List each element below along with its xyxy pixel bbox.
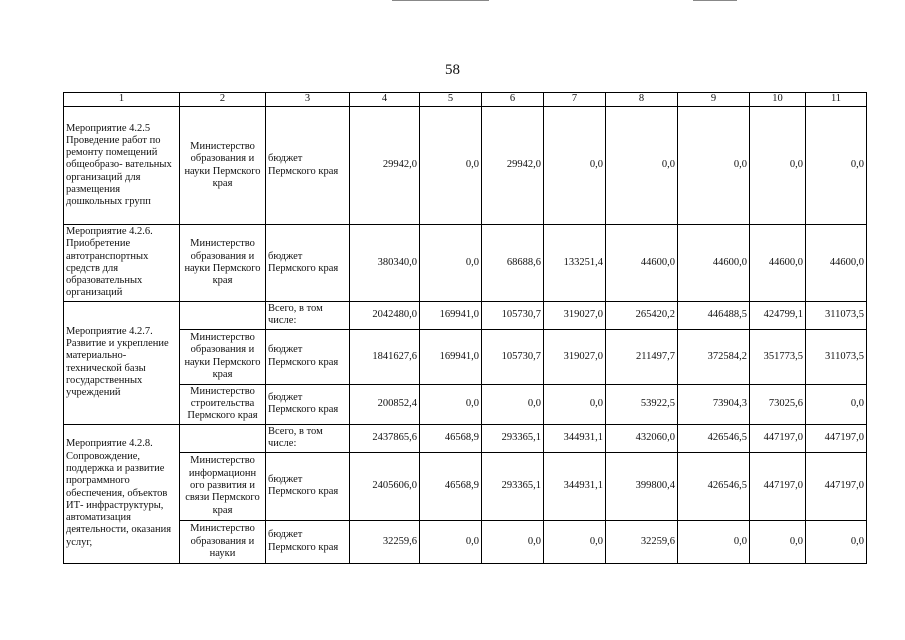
value-cell: 311073,5 <box>806 329 867 384</box>
budget-table <box>63 92 867 564</box>
value-cell: 0,0 <box>482 384 544 424</box>
source-cell: бюджет Пермского края <box>266 225 350 302</box>
value-cell: 44600,0 <box>750 225 806 302</box>
executor-cell <box>180 301 266 329</box>
value-cell: 0,0 <box>420 520 482 563</box>
column-header: 2 <box>180 93 266 107</box>
top-rule-right <box>693 0 737 1</box>
executor-cell: Министерство образования и науки Пермского края <box>180 107 266 225</box>
value-cell: 319027,0 <box>544 301 606 329</box>
value-cell: 2042480,0 <box>350 301 420 329</box>
value-cell: 169941,0 <box>420 301 482 329</box>
source-cell: бюджет Пермского края <box>266 452 350 520</box>
table-body <box>64 93 867 564</box>
value-cell: 0,0 <box>678 520 750 563</box>
value-cell: 319027,0 <box>544 329 606 384</box>
value-cell: 68688,6 <box>482 225 544 302</box>
column-header: 9 <box>678 93 750 107</box>
value-cell: 447197,0 <box>750 452 806 520</box>
activity-cell: Мероприятие 4.2.7. Развитие и укрепление материально- технической базы государственных учреждений <box>64 301 180 424</box>
column-header: 3 <box>266 93 350 107</box>
activity-cell: Мероприятие 4.2.5 Проведение работ по ремонту помещений общеобразо- вательных организаций для размещения дошкольных групп <box>64 107 180 225</box>
value-cell: 432060,0 <box>606 424 678 452</box>
value-cell: 0,0 <box>806 107 867 225</box>
column-header: 5 <box>420 93 482 107</box>
executor-cell: Министерство строительства Пермского края <box>180 384 266 424</box>
column-header: 8 <box>606 93 678 107</box>
value-cell: 399800,4 <box>606 452 678 520</box>
header-row <box>64 93 867 107</box>
value-cell: 32259,6 <box>350 520 420 563</box>
source-cell: Всего, в том числе: <box>266 424 350 452</box>
value-cell: 447197,0 <box>750 424 806 452</box>
executor-cell: Министерство образования и науки <box>180 520 266 563</box>
value-cell: 29942,0 <box>350 107 420 225</box>
column-header: 6 <box>482 93 544 107</box>
value-cell: 73904,3 <box>678 384 750 424</box>
value-cell: 0,0 <box>544 384 606 424</box>
value-cell: 0,0 <box>806 384 867 424</box>
value-cell: 211497,7 <box>606 329 678 384</box>
top-rule-left <box>392 0 489 1</box>
value-cell: 44600,0 <box>678 225 750 302</box>
table-row <box>64 452 867 520</box>
activity-cell: Мероприятие 4.2.8. Сопровождение, поддержка и развитие программного обеспечения, объектов ИТ- инфраструктуры, автоматизация деятельности, оказания услуг, <box>64 424 180 563</box>
value-cell: 265420,2 <box>606 301 678 329</box>
value-cell: 293365,1 <box>482 424 544 452</box>
column-header: 11 <box>806 93 867 107</box>
value-cell: 46568,9 <box>420 452 482 520</box>
page-number: 58 <box>445 62 460 78</box>
value-cell: 372584,2 <box>678 329 750 384</box>
value-cell: 0,0 <box>420 107 482 225</box>
value-cell: 46568,9 <box>420 424 482 452</box>
value-cell: 446488,5 <box>678 301 750 329</box>
value-cell: 0,0 <box>606 107 678 225</box>
value-cell: 44600,0 <box>806 225 867 302</box>
value-cell: 32259,6 <box>606 520 678 563</box>
source-cell: бюджет Пермского края <box>266 107 350 225</box>
value-cell: 426546,5 <box>678 424 750 452</box>
value-cell: 169941,0 <box>420 329 482 384</box>
column-header: 1 <box>64 93 180 107</box>
value-cell: 200852,4 <box>350 384 420 424</box>
value-cell: 311073,5 <box>806 301 867 329</box>
executor-cell: Министерство образования и науки Пермского края <box>180 329 266 384</box>
activity-cell: Мероприятие 4.2.6. Приобретение автотранспортных средств для образовательных организаций <box>64 225 180 302</box>
table-row <box>64 520 867 563</box>
value-cell: 2437865,6 <box>350 424 420 452</box>
column-header: 7 <box>544 93 606 107</box>
value-cell: 0,0 <box>544 107 606 225</box>
value-cell: 0,0 <box>750 520 806 563</box>
table-row <box>64 424 867 452</box>
table-row <box>64 301 867 329</box>
source-cell: бюджет Пермского края <box>266 384 350 424</box>
source-cell: бюджет Пермского края <box>266 520 350 563</box>
value-cell: 105730,7 <box>482 329 544 384</box>
column-header: 4 <box>350 93 420 107</box>
value-cell: 380340,0 <box>350 225 420 302</box>
value-cell: 426546,5 <box>678 452 750 520</box>
value-cell: 344931,1 <box>544 452 606 520</box>
value-cell: 2405606,0 <box>350 452 420 520</box>
value-cell: 447197,0 <box>806 424 867 452</box>
table-row <box>64 384 867 424</box>
source-cell: Всего, в том числе: <box>266 301 350 329</box>
executor-cell: Министерство информационн ого развития и связи Пермского края <box>180 452 266 520</box>
value-cell: 293365,1 <box>482 452 544 520</box>
table-row <box>64 225 867 302</box>
value-cell: 0,0 <box>544 520 606 563</box>
value-cell: 44600,0 <box>606 225 678 302</box>
value-cell: 0,0 <box>420 384 482 424</box>
executor-cell: Министерство образования и науки Пермского края <box>180 225 266 302</box>
value-cell: 0,0 <box>482 520 544 563</box>
table-row <box>64 107 867 225</box>
value-cell: 0,0 <box>420 225 482 302</box>
source-cell: бюджет Пермского края <box>266 329 350 384</box>
value-cell: 344931,1 <box>544 424 606 452</box>
executor-cell <box>180 424 266 452</box>
value-cell: 73025,6 <box>750 384 806 424</box>
column-header: 10 <box>750 93 806 107</box>
value-cell: 447197,0 <box>806 452 867 520</box>
value-cell: 133251,4 <box>544 225 606 302</box>
value-cell: 0,0 <box>750 107 806 225</box>
value-cell: 29942,0 <box>482 107 544 225</box>
value-cell: 105730,7 <box>482 301 544 329</box>
value-cell: 0,0 <box>678 107 750 225</box>
value-cell: 53922,5 <box>606 384 678 424</box>
value-cell: 0,0 <box>806 520 867 563</box>
value-cell: 351773,5 <box>750 329 806 384</box>
value-cell: 424799,1 <box>750 301 806 329</box>
table-row <box>64 329 867 384</box>
value-cell: 1841627,6 <box>350 329 420 384</box>
